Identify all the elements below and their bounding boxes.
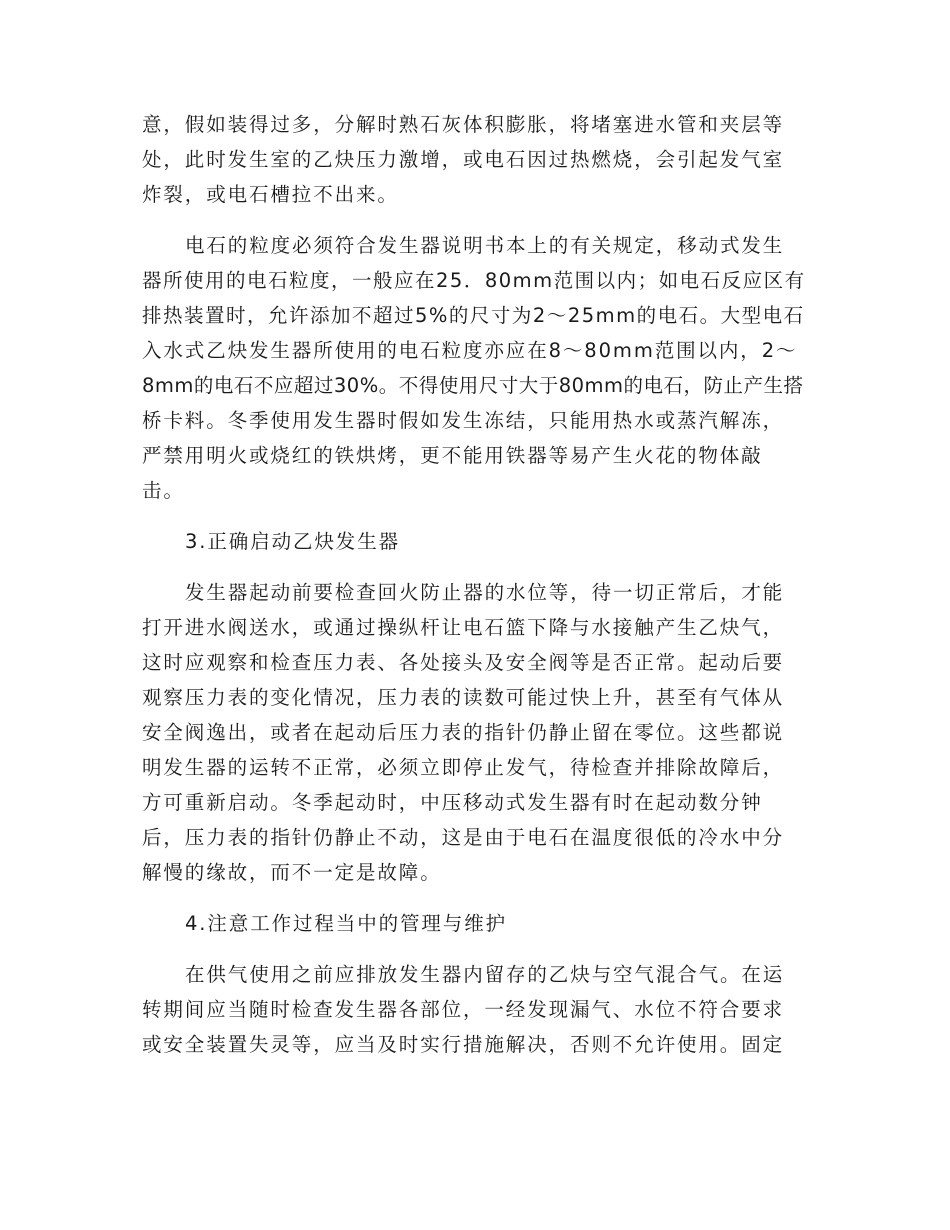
text-line: 方可重新启动。冬季起动时，中压移动式发生器有时在起动数分钟: [142, 791, 763, 814]
text-line: 排热装置时，允许添加不超过5%的尺寸为2～25mm的电石。大型电石: [142, 304, 805, 327]
text-line: 后，压力表的指针仍静止不动，这是由于电石在温度很低的冷水中分: [142, 826, 785, 849]
document-body: [142, 107, 810, 1062]
section-heading-3: [142, 524, 810, 559]
text-line: 桥卡料。冬季使用发生器时假如发生冻结，只能用热水或蒸汽解冻，: [142, 409, 785, 432]
text-line: 或安全装置失灵等，应当及时实行措施解决，否则不允许使用。固定: [142, 1033, 785, 1056]
section-heading: 4.注意工作过程当中的管理与维护: [185, 912, 508, 935]
text-line: 观察压力表的变化情况，压力表的读数可能过快上升，甚至有气体从: [142, 686, 785, 709]
paragraph-gap: [142, 941, 810, 957]
text-line: 8mm的电石不应超过30%。不得使用尺寸大于80mm的电石，防止产生搭: [142, 374, 804, 397]
text-line: 打开进水阀送水，或通过操纵杆让电石篮下降与水接触产生乙炔气，: [142, 616, 785, 639]
text-line: 处，此时发生室的乙炔压力激增，或电石因过热燃烧，会引起发气室: [142, 148, 785, 171]
paragraph-gap: [142, 559, 810, 575]
text-line: 在供气使用之前应排放发生器内留存的乙炔与空气混合气。在运: [185, 963, 785, 986]
paragraph-3: [142, 575, 810, 890]
text-line: 意，假如装得过多，分解时熟石灰体积膨胀，将堵塞进水管和夹层等: [142, 113, 785, 136]
paragraph-gap: [142, 508, 810, 524]
text-line: 转期间应当随时检查发生器各部位，一经发现漏气、水位不符合要求: [142, 998, 785, 1021]
paragraph-gap: [142, 212, 810, 228]
paragraph-gap: [142, 890, 810, 906]
paragraph-4: [142, 957, 810, 1062]
text-line: 炸裂，或电石槽拉不出来。: [142, 183, 399, 206]
text-line: 发生器起动前要检查回火防止器的水位等，待一切正常后，才能: [185, 581, 785, 604]
paragraph-2: [142, 228, 810, 508]
text-line: 器所使用的电石粒度，一般应在25．80mm范围以内；如电石反应区有: [142, 269, 806, 292]
paragraph-1: [142, 107, 810, 212]
text-line: 电石的粒度必须符合发生器说明书本上的有关规定，移动式发生: [185, 234, 785, 257]
text-line: 严禁用明火或烧红的铁烘烤，更不能用铁器等易产生火花的物体敲: [142, 444, 763, 467]
text-line: 明发生器的运转不正常，必须立即停止发气，待检查并排除故障后，: [142, 756, 785, 779]
section-heading-4: [142, 906, 810, 941]
text-line: 击。: [142, 479, 185, 502]
text-line: 安全阀逸出，或者在起动后压力表的指针仍静止留在零位。这些都说: [142, 721, 785, 744]
text-line: 这时应观察和检查压力表、各处接头及安全阀等是否正常。起动后要: [142, 651, 785, 674]
text-line: 解慢的缘故，而不一定是故障。: [142, 861, 442, 884]
text-line: 入水式乙炔发生器所使用的电石粒度亦应在8～80mm范围以内，2～: [142, 339, 798, 362]
section-heading: 3.正确启动乙炔发生器: [185, 530, 401, 553]
